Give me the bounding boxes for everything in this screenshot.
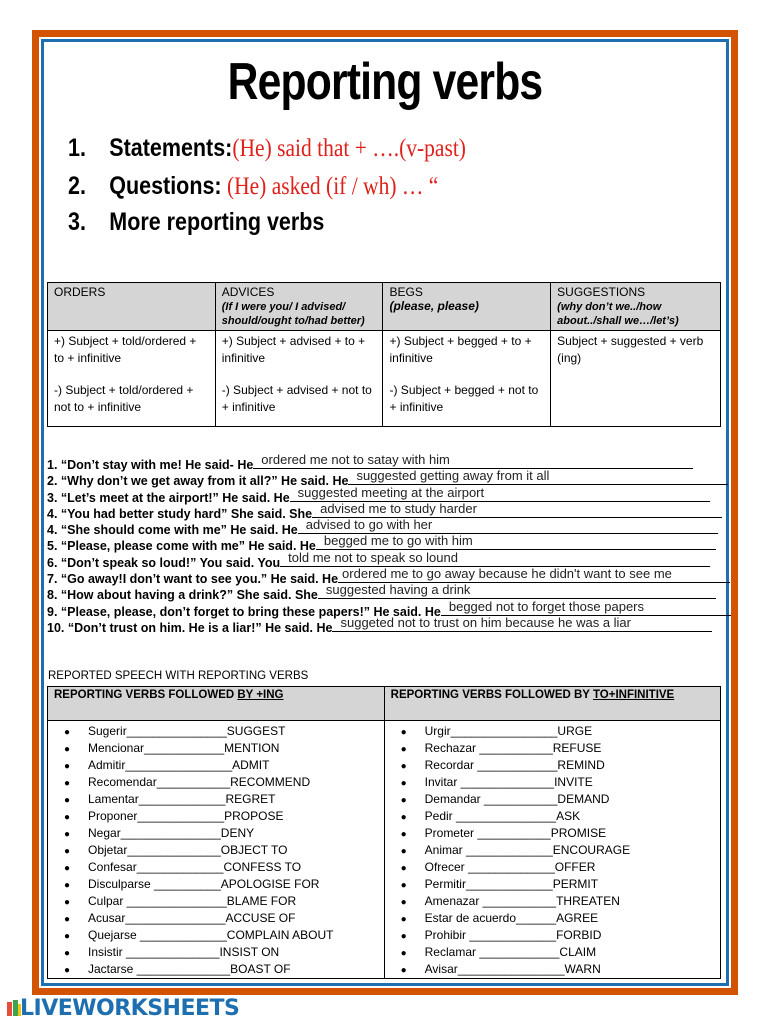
verb-pair: Demandar ___________DEMAND [424,792,610,806]
cell-orders: +) Subject + told/ordered + to + infinitive -) Subject + told/ordered + not to + infinitive [48,331,216,427]
verb-pair: Animar _____________ENCOURAGE [424,843,631,857]
verb-pair: Prohibir _____________FORBID [424,928,602,942]
exercise-item: 3. “Let’s meet at the airport!” He said. He suggested meeting at the airport [47,489,727,505]
verb-pair: Reclamar ____________CLAIM [424,945,597,959]
ing-verb-list [48,723,384,978]
verb-pattern-table [47,686,721,979]
verb-list-item [64,774,384,791]
point-label: More reporting verbs [109,208,325,236]
exercise-item: 8. “How about having a drink?” She said. She suggested having a drink [47,586,727,602]
bullet-icon: ● [400,931,407,942]
bullet-icon: ● [64,812,71,823]
verb-list-item [401,740,720,757]
point-formula: (He) said that + ….(v-past) [232,135,466,162]
bullet-icon: ● [400,778,407,789]
verb-list-item [64,723,384,740]
verb-pair: Ofrecer _____________OFFER [424,860,596,874]
answer-field[interactable]: suggested having a drink [318,586,716,599]
infinitive-verb-list [385,723,720,978]
bullet-icon: ● [400,880,407,891]
point-formula: (He) asked (if / wh) … “ [221,173,439,200]
header-begs: BEGS (please, please) [383,283,551,331]
verb-pair: Admitir________________ADMIT [88,758,270,772]
verb-list-item [64,842,384,859]
bullet-icon: ● [64,846,71,857]
header-suggestions: SUGGESTIONS (why don’t we../how about../shall we…/let’s) [551,283,721,331]
exercise-item: 2. “Why don’t we get away from it all?” He said. He suggested getting away from it all [47,472,727,488]
verb-list-item [64,910,384,927]
verb-list-item [64,893,384,910]
verb-pair: Amenazar ___________THREATEN [424,894,620,908]
verb-list-item [401,723,720,740]
verb-pair: Negar_______________DENY [88,826,255,840]
reported-speech-heading: REPORTED SPEECH WITH REPORTING VERBS [48,670,309,682]
answer-field[interactable]: begged not to forget those papers [441,603,731,616]
bullet-icon: ● [400,829,407,840]
answer-field[interactable]: advised me to study harder [312,505,722,518]
bullet-icon: ● [64,897,71,908]
verb-pair: Invitar ______________INVITE [424,775,593,789]
verb-pair: Recomendar___________RECOMMEND [88,775,311,789]
verb-pair: Insistir ______________INSIST ON [88,945,280,959]
verb-pair: Jactarse ______________BOAST OF [88,962,291,976]
exercise-item: 6. “Don’t speak so loud!” You said. You told me not to speak so lound [47,554,727,570]
answer-field[interactable]: ordered me not to satay with him [253,456,693,469]
verb-pair: Pedir _______________ASK [424,809,581,823]
header-to-infinitive: REPORTING VERBS FOLLOWED BY TO+INFINITIVE [384,687,720,721]
bullet-icon: ● [64,761,71,772]
footer-brand [0,994,768,1024]
cell-advices: +) Subject + advised + to + infinitive -) Subject + advised + not to + infinitive [215,331,383,427]
bullet-icon: ● [64,778,71,789]
exercise-item: 9. “Please, please, don’t forget to bring these papers!” He said. He begged not to forget those papers [47,603,727,619]
infinitive-verbs-cell [384,721,720,979]
verb-list-item [64,791,384,808]
answer-field[interactable]: advised to go with her [298,521,718,534]
exercise-item: 4. “You had better study hard” She said. She advised me to study harder [47,505,727,521]
verb-list-item [401,825,720,842]
verb-pair: Estar de acuerdo______AGREE [424,911,599,925]
verb-list-item [401,757,720,774]
verb-list-item [401,774,720,791]
verb-pair: Mencionar____________MENTION [88,741,280,755]
verb-list-item [401,944,720,961]
header-ing: REPORTING VERBS FOLLOWED BY +ING [48,687,385,721]
point-questions: 2. Questions: (He) asked (if / wh) … “ [68,172,439,200]
answer-field[interactable]: suggested getting away from it all [348,472,728,485]
verb-list-item [64,808,384,825]
bullet-icon: ● [400,863,407,874]
point-more-verbs: 3. More reporting verbs [68,208,325,236]
bullet-icon: ● [64,795,71,806]
exercise-item: 7. “Go away!I don’t want to see you.” He said. He ordered me to go away because he didn't want to see me [47,570,727,586]
verb-list-item [401,961,720,978]
answer-field[interactable]: begged me to go with him [316,537,716,550]
verb-pair: Culpar _______________BLAME FOR [88,894,297,908]
bullet-icon: ● [64,948,71,959]
bullet-icon: ● [400,812,407,823]
bullet-icon: ● [64,931,71,942]
exercise-list [47,452,727,635]
bullet-icon: ● [400,914,407,925]
verb-pair: Recordar ____________REMIND [424,758,605,772]
liveworksheets-logo-text: LIVEWORKSHEETS [20,996,240,1021]
point-statements: 1. Statements:(He) said that + ….(v-past) [68,134,466,162]
verb-list-item [401,876,720,893]
bullet-icon: ● [400,948,407,959]
bullet-icon: ● [64,880,71,891]
verb-pair: Permitir_____________PERMIT [424,877,599,891]
bullet-icon: ● [64,727,71,738]
ing-verbs-cell [48,721,385,979]
answer-field[interactable]: suggeted not to trust on him because he was a liar [332,619,712,632]
bullet-icon: ● [64,744,71,755]
header-advices: ADVICES (If I were you/ I advised/ should/ought to/had better) [215,283,383,331]
verb-pair: Disculparse __________APOLOGISE FOR [88,877,320,891]
bullet-icon: ● [400,744,407,755]
worksheet [44,42,726,983]
cell-suggestions: Subject + suggested + verb (ing) [551,331,721,427]
verb-list-item [401,859,720,876]
exercise-item: 4. “She should come with me” He said. He advised to go with her [47,521,727,537]
verb-pair: Objetar______________OBJECT TO [88,843,288,857]
bullet-icon: ● [64,965,71,976]
verb-pair: Quejarse _____________COMPLAIN ABOUT [88,928,334,942]
exercise-item: 1. “Don’t stay with me! He said- He ordered me not to satay with him [47,456,727,472]
exercise-item: 5. “Please, please come with me” He said. He begged me to go with him [47,537,727,553]
verb-pair: Sugerir_______________SUGGEST [88,724,286,738]
verb-list-item [401,808,720,825]
verb-list-item [401,893,720,910]
verb-list-item [64,961,384,978]
header-orders: ORDERS [48,283,216,331]
exercise-item: 10. “Don’t trust on him. He is a liar!” He said. He suggeted not to trust on him because he was a liar [47,619,727,635]
bullet-icon: ● [64,829,71,840]
verb-list-item [64,825,384,842]
verb-list-item [401,927,720,944]
verb-list-item [401,842,720,859]
verb-list-item [401,910,720,927]
bullet-icon: ● [400,727,407,738]
cell-begs: +) Subject + begged + to + infinitive -) Subject + begged + not to + infinitive [383,331,551,427]
reporting-verbs-table [47,282,721,427]
point-label: Questions: [109,172,222,200]
verb-list-item [64,740,384,757]
verb-pair: Avisar________________WARN [424,962,601,976]
answer-field[interactable]: told me not to speak so lound [280,554,710,567]
bullet-icon: ● [64,863,71,874]
verb-pair: Confesar_____________CONFESS TO [88,860,302,874]
verb-list-item [64,927,384,944]
bullet-icon: ● [64,914,71,925]
page-title: Reporting verbs [227,53,543,111]
verb-pair: Acusar_______________ACCUSE OF [88,911,296,925]
bullet-icon: ● [400,795,407,806]
bullet-icon: ● [400,846,407,857]
verb-pair: Lamentar_____________REGRET [88,792,276,806]
verb-list-item [64,757,384,774]
bullet-icon: ● [400,965,407,976]
verb-list-item [401,791,720,808]
point-label: Statements: [109,134,233,162]
answer-field[interactable]: suggested meeting at the airport [290,489,710,502]
verb-list-item [64,944,384,961]
verb-list-item [64,876,384,893]
verb-pair: Urgir________________URGE [424,724,593,738]
bullet-icon: ● [400,897,407,908]
verb-pair: Rechazar ___________REFUSE [424,741,602,755]
bullet-icon: ● [400,761,407,772]
verb-pair: Proponer_____________PROPOSE [88,809,284,823]
answer-field[interactable]: ordered me to go away because he didn't want to see me [338,570,730,583]
verb-list-item [64,859,384,876]
verb-pair: Prometer ___________PROMISE [424,826,607,840]
